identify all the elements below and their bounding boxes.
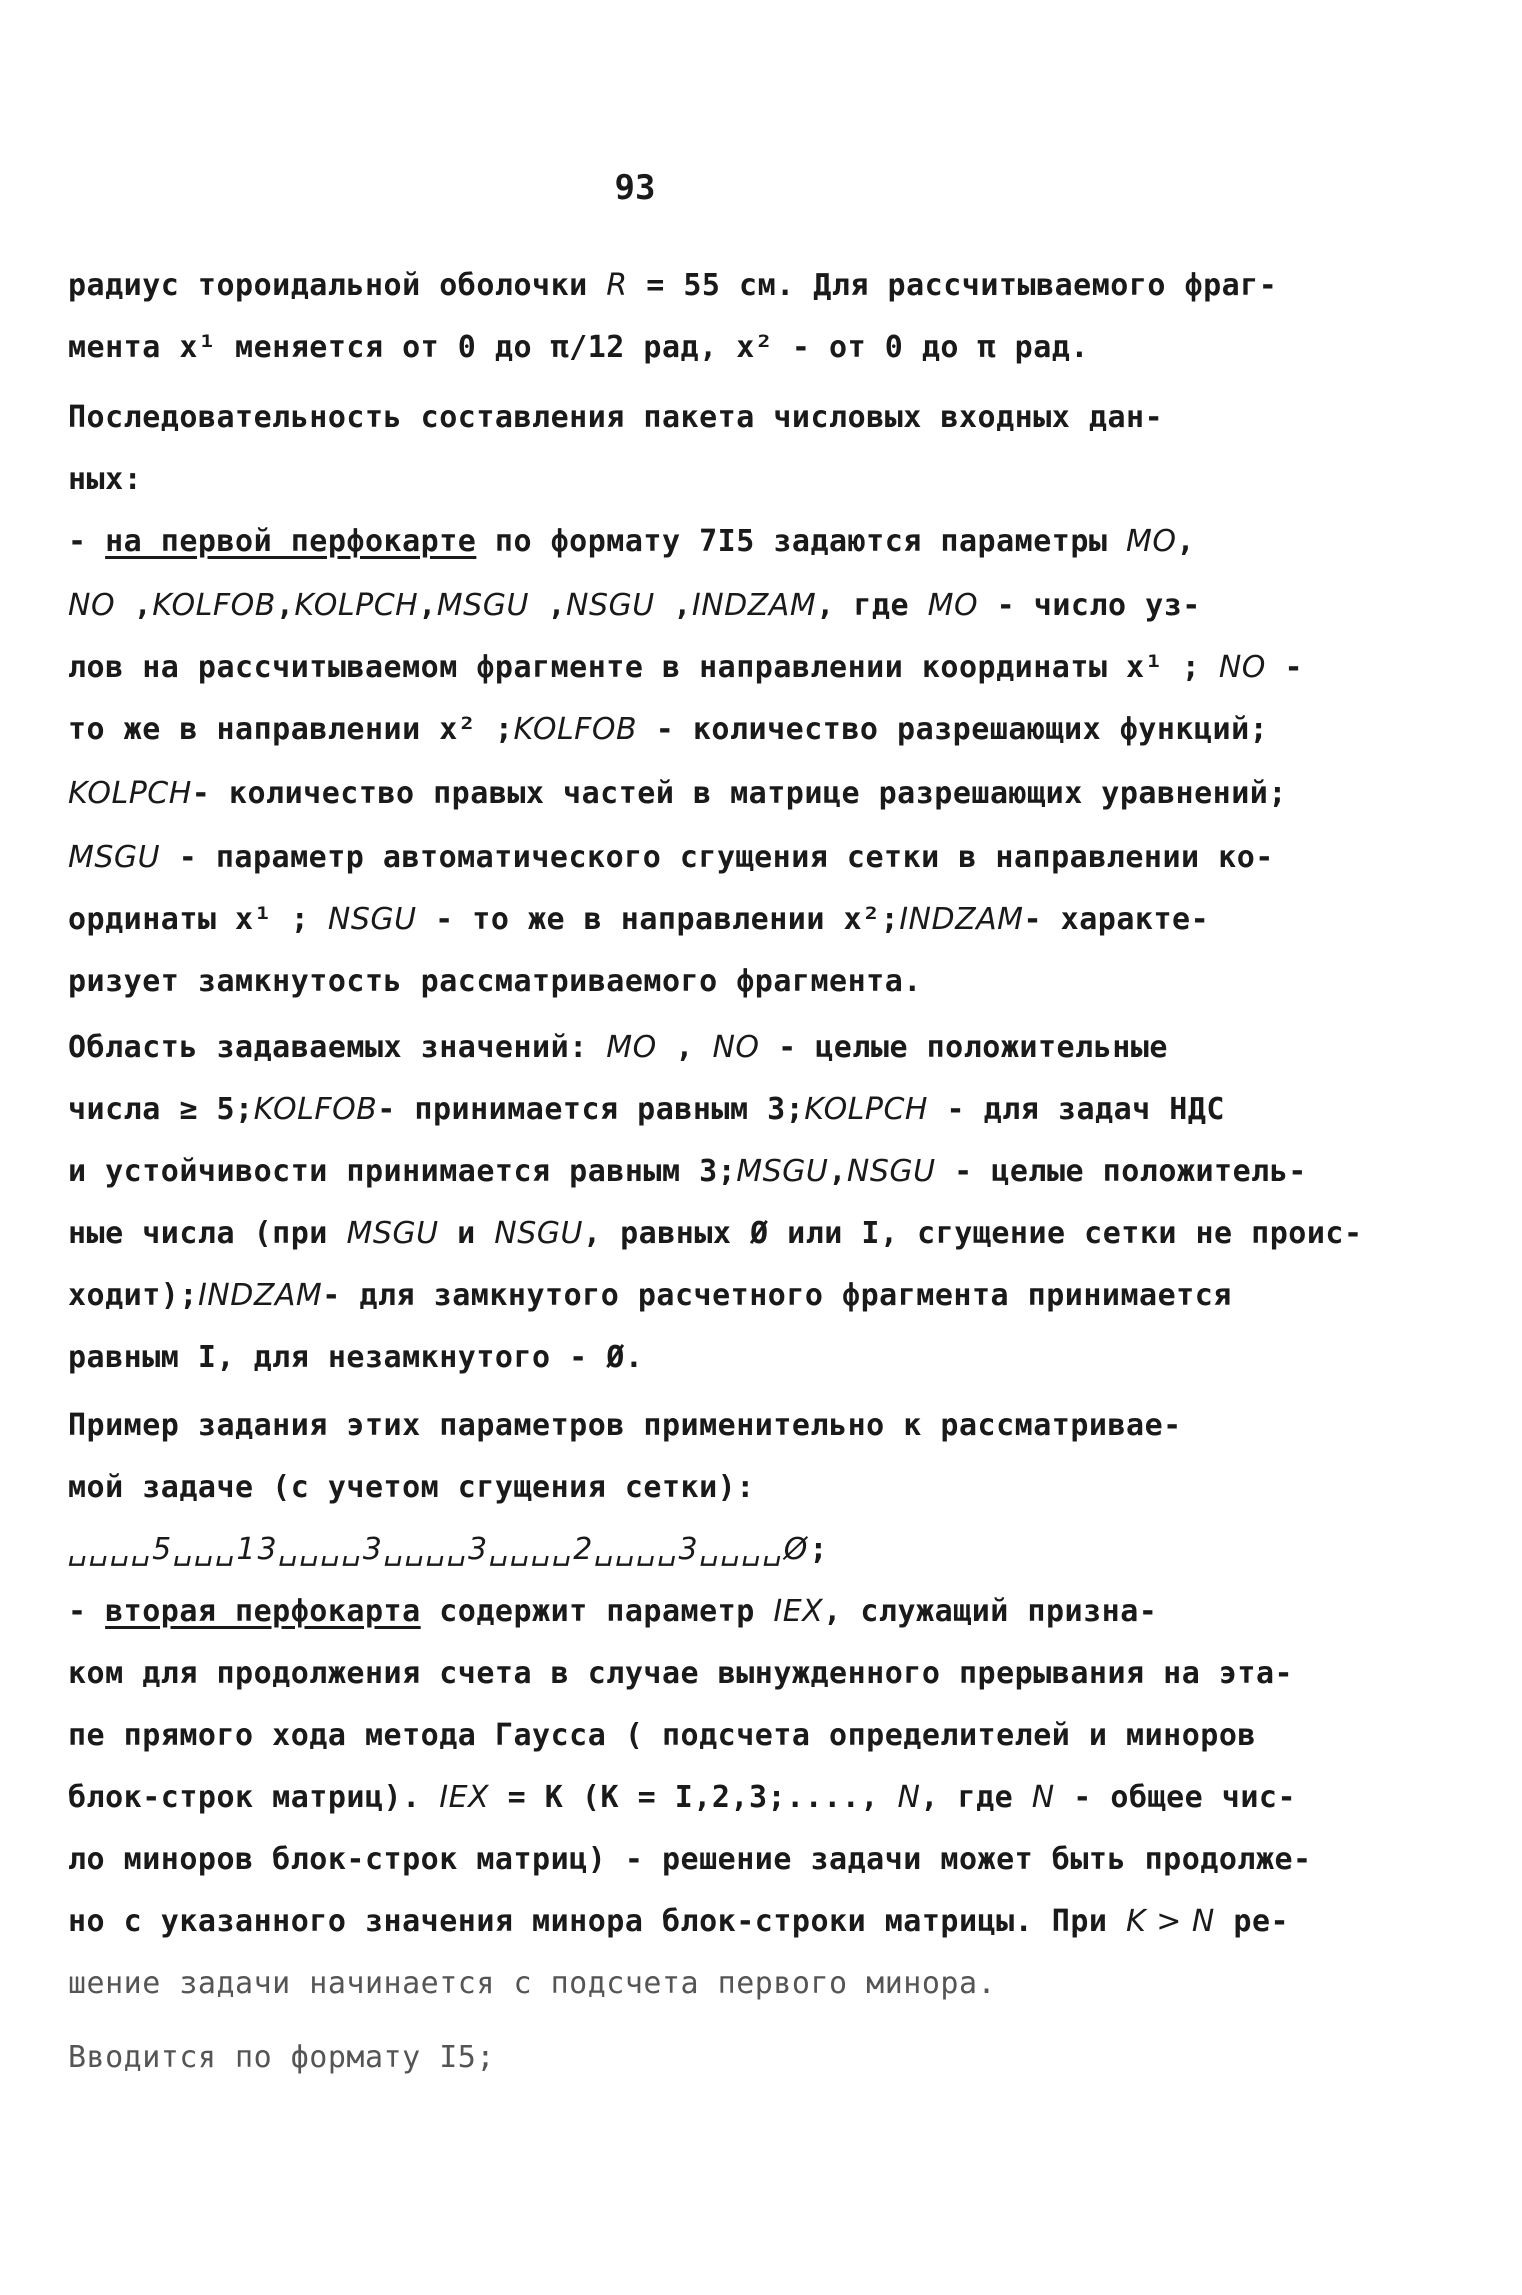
text-line <box>68 400 1163 435</box>
italic-term: INDZAM <box>691 588 817 623</box>
italic-term: INDZAM <box>197 1278 323 1313</box>
italic-term: NO <box>68 588 116 623</box>
text-segment: , <box>654 588 692 623</box>
text-line <box>68 1594 1157 1629</box>
text-line <box>68 1532 828 1567</box>
text-segment: и устойчивости принимается равным 3; <box>68 1154 737 1189</box>
text-line <box>68 1966 996 2001</box>
text-line <box>68 1154 1307 1189</box>
text-line <box>68 268 1277 303</box>
text-segment: но с указанного значения минора блок-строки матрицы. При <box>68 1904 1127 1939</box>
italic-term: NSGU <box>494 1216 583 1251</box>
text-line <box>68 524 1195 559</box>
text-segment: , <box>115 588 153 623</box>
text-segment: Последовательность составления пакета числовых входных дан- <box>68 400 1164 435</box>
italic-term: INDZAM <box>899 902 1024 937</box>
text-segment: ординаты x¹ ; <box>68 902 328 937</box>
text-segment: , <box>418 588 437 623</box>
text-segment: и <box>438 1216 495 1251</box>
text-segment: , <box>1176 524 1196 559</box>
text-segment: - то же в направлении x²; <box>416 902 900 937</box>
text-segment: , <box>656 1030 713 1065</box>
text-segment: содержит параметр <box>420 1594 774 1629</box>
text-line <box>68 462 142 497</box>
text-line <box>68 840 1274 875</box>
italic-term: IEX <box>773 1594 824 1629</box>
text-segment: - параметр автоматического сгущения сетки в направлении ко- <box>160 840 1274 875</box>
text-segment: , <box>828 1154 847 1189</box>
text-line <box>68 1656 1293 1691</box>
text-segment: ло миноров блок-строк матриц) - решение задачи может быть продолже- <box>68 1842 1312 1877</box>
text-line <box>68 1278 1232 1313</box>
text-segment: ком для продолжения счета в случае вынужденного прерывания на эта- <box>68 1656 1294 1691</box>
text-line <box>68 1092 1225 1127</box>
italic-term: KOLFOB <box>513 712 638 747</box>
text-segment: - общее чис- <box>1054 1780 1297 1815</box>
text-line <box>68 1216 1363 1251</box>
italic-term: MSGU <box>436 588 529 623</box>
underlined-heading: вторая перфокарта <box>105 1594 421 1629</box>
text-segment: - целые положитель- <box>935 1154 1307 1189</box>
italic-term: KOLPCH <box>294 588 419 623</box>
text-segment: числа ≥ 5; <box>68 1092 254 1127</box>
page-number: 93 <box>614 168 656 208</box>
text-segment: - количество разрешающих функций; <box>637 712 1269 747</box>
text-line <box>68 902 1209 937</box>
text-line <box>68 1718 1256 1753</box>
italic-term: KOLFOB <box>253 1092 378 1127</box>
italic-term: NSGU <box>327 902 417 937</box>
text-segment: , где <box>816 588 928 623</box>
italic-term: NO <box>712 1030 760 1065</box>
text-segment: - для задач НДС <box>928 1092 1225 1127</box>
text-segment: то же в направлении x² ; <box>68 712 514 747</box>
italic-term: IEX <box>439 1780 490 1815</box>
text-line <box>68 1904 1289 1939</box>
text-segment: - принимается равным 3; <box>377 1092 805 1127</box>
text-segment: - количество правых частей в матрице разрешающих уравнений; <box>191 776 1287 811</box>
italic-term: MO <box>1126 524 1177 559</box>
italic-term: ␣␣␣␣5␣␣␣13␣␣␣␣3␣␣␣␣3␣␣␣␣2␣␣␣␣3␣␣␣␣Ø <box>68 1532 810 1567</box>
text-segment: шение задачи начинается с подсчета первого минора. <box>68 1966 997 2001</box>
text-segment: = К (К = I,2,3;...., <box>489 1780 898 1815</box>
text-segment: - число уз- <box>978 588 1201 623</box>
text-line <box>68 588 1201 623</box>
italic-term: KOLPCH <box>68 776 192 811</box>
text-segment: ре- <box>1214 1904 1290 1939</box>
text-segment: - <box>68 524 106 559</box>
italic-term: MSGU <box>736 1154 829 1189</box>
text-segment: - <box>1265 650 1304 685</box>
text-segment: по формату 7I5 задаются параметры <box>476 524 1127 559</box>
italic-term: KOLFOB <box>152 588 276 623</box>
italic-term: N <box>1031 1780 1055 1815</box>
text-line <box>68 712 1268 747</box>
text-segment: ; <box>809 1532 828 1567</box>
text-line <box>68 1470 755 1505</box>
text-segment: радиус тороидальной оболочки <box>68 268 607 303</box>
text-segment: лов на рассчитываемом фрагменте в направлении координаты x¹ ; <box>68 650 1219 685</box>
italic-term: MSGU <box>346 1216 439 1251</box>
text-line <box>68 964 922 999</box>
italic-term: KOLPCH <box>804 1092 928 1127</box>
text-segment: равным I, для незамкнутого - Ø. <box>68 1340 644 1375</box>
text-segment: пе прямого хода метода Гаусса ( подсчета определителей и миноров <box>68 1718 1256 1753</box>
text-line <box>68 1842 1312 1877</box>
text-segment: = 55 см. Для рассчитываемого фраг- <box>627 268 1278 303</box>
italic-term: K > N <box>1126 1904 1215 1939</box>
text-segment: ных: <box>68 462 143 497</box>
italic-term: NSGU <box>846 1154 936 1189</box>
text-segment: , <box>528 588 567 623</box>
italic-term: N <box>897 1780 921 1815</box>
text-segment: блок-строк матриц). <box>68 1780 440 1815</box>
italic-term: NSGU <box>566 588 655 623</box>
text-segment: ризует замкнутость рассматриваемого фрагмента. <box>68 964 922 999</box>
text-line <box>68 2040 495 2075</box>
text-segment: , где <box>920 1780 1032 1815</box>
text-segment: мента x¹ меняется от 0 до π/12 рад, x² - от 0 до π рад. <box>68 330 1089 365</box>
text-segment: - <box>68 1594 106 1629</box>
underlined-heading: на первой перфокарте <box>105 524 477 559</box>
italic-term: MSGU <box>68 840 161 875</box>
text-segment: мой задаче (с учетом сгущения сетки): <box>68 1470 755 1505</box>
text-segment: , служащий призна- <box>823 1594 1158 1629</box>
text-line <box>68 1780 1296 1815</box>
text-segment: - характе- <box>1023 902 1210 937</box>
text-line <box>68 776 1287 811</box>
text-segment: Область задаваемых значений: <box>68 1030 607 1065</box>
text-segment: Пример задания этих параметров применительно к рассматривае- <box>68 1408 1182 1443</box>
text-line <box>68 1340 643 1375</box>
text-segment: ные числа (при <box>68 1216 347 1251</box>
italic-term: NO <box>1218 650 1266 685</box>
text-segment: , равных Ø или I, сгущение сетки не проис- <box>582 1216 1363 1251</box>
text-segment: - для замкнутого расчетного фрагмента принимается <box>322 1278 1232 1313</box>
italic-term: R <box>606 268 628 303</box>
text-segment: ходит); <box>68 1278 198 1313</box>
text-line <box>68 1030 1168 1065</box>
italic-term: MO <box>927 588 979 623</box>
text-segment: , <box>275 588 295 623</box>
text-segment: Вводится по формату I5; <box>68 2040 495 2075</box>
text-segment: - целые положительные <box>759 1030 1168 1065</box>
text-line <box>68 650 1303 685</box>
text-line <box>68 1408 1182 1443</box>
text-line <box>68 330 1089 365</box>
italic-term: MO <box>606 1030 657 1065</box>
